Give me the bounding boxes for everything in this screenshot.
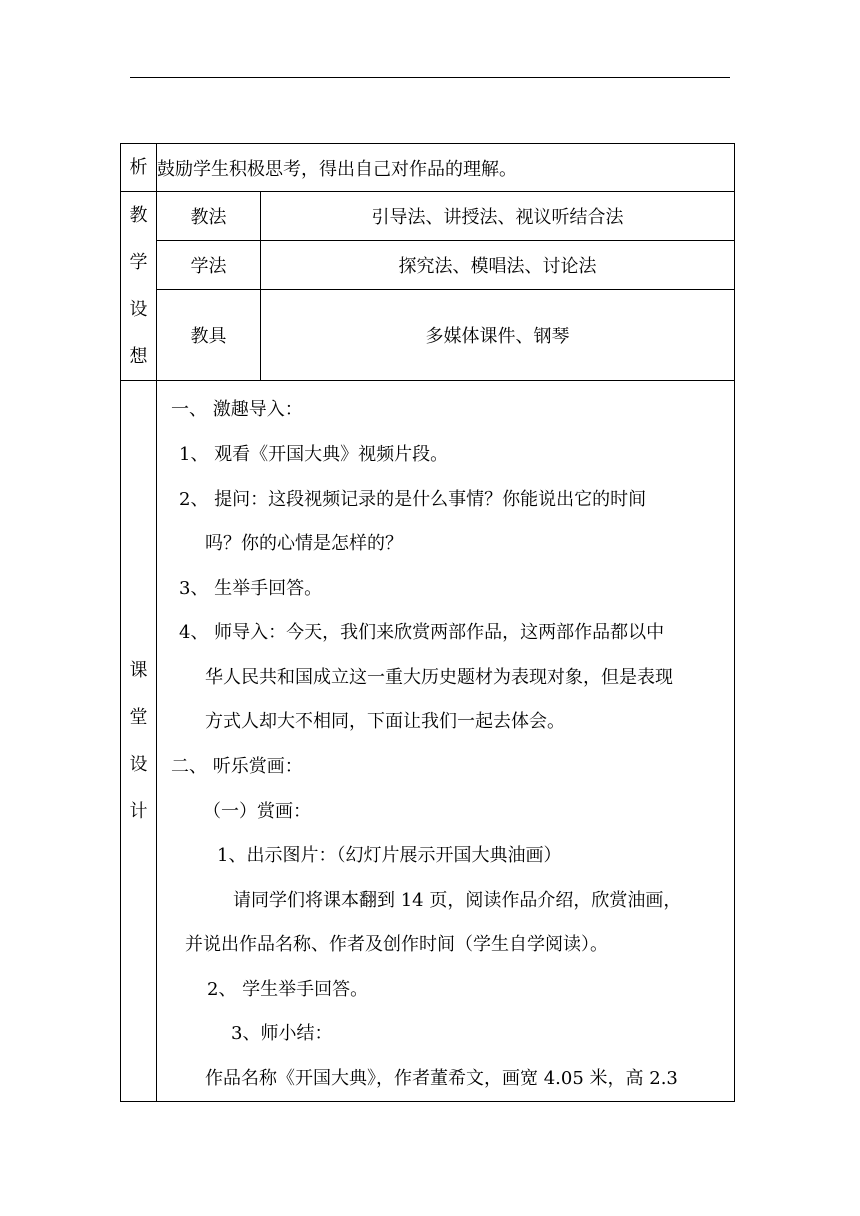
design-line: 4、 师导入：今天，我们来欣赏两部作品，这两部作品都以中 <box>179 622 665 643</box>
design-line: 1、出示图片：（幻灯片展示开国大典油画） <box>217 845 562 866</box>
header-rule <box>130 77 730 78</box>
design-line: 并说出作品名称、作者及创作时间（学生自学阅读）。 <box>185 934 608 955</box>
analysis-label: 析 <box>121 144 157 192</box>
design-line: （一）赏画： <box>203 801 311 822</box>
plan-label-teaching-method: 教法 <box>157 192 261 241</box>
plan-value-teaching-tools: 多媒体课件、钢琴 <box>261 289 735 380</box>
plan-row-learning <box>121 241 735 289</box>
design-line: 1、 观看《开国大典》视频片段。 <box>179 444 449 465</box>
plan-label-learning-method: 学法 <box>157 241 261 289</box>
plan-row-method <box>121 192 735 241</box>
design-line: 吗？你的心情是怎样的？ <box>205 533 403 554</box>
design-line: 3、师小结： <box>231 1023 333 1044</box>
design-line: 一、 激趣导入： <box>171 399 303 420</box>
plan-value-teaching-method: 引导法、讲授法、视议听结合法 <box>261 192 735 241</box>
design-line: 方式人却大不相同，下面让我们一起去体会。 <box>205 711 565 732</box>
design-line: 请同学们将课本翻到 14 页，阅读作品介绍，欣赏油画， <box>233 890 682 911</box>
design-line: 二、 听乐赏画： <box>171 756 303 777</box>
design-line: 2、 学生举手回答。 <box>207 979 369 1000</box>
design-line: 2、 提问：这段视频记录的是什么事情？你能说出它的时间 <box>179 489 647 510</box>
classroom-design-side-label: 课 堂 设 计 <box>121 381 157 1102</box>
analysis-text: 鼓励学生积极思考，得出自己对作品的理解。 <box>157 144 735 192</box>
design-line: 作品名称《开国大典》，作者董希文，画宽 4.05 米，高 2.3 <box>205 1068 678 1089</box>
design-line: 华人民共和国成立这一重大历史题材为表现对象，但是表现 <box>205 667 673 688</box>
teaching-plan-side-label: 教 学 设 想 <box>121 192 157 381</box>
classroom-design-row <box>121 381 735 1102</box>
plan-row-tools <box>121 289 735 380</box>
lesson-plan-table <box>120 143 735 1102</box>
classroom-design-content <box>157 381 735 1102</box>
analysis-row <box>121 144 735 192</box>
plan-label-teaching-tools: 教具 <box>157 289 261 380</box>
plan-value-learning-method: 探究法、模唱法、讨论法 <box>261 241 735 289</box>
design-line: 3、 生举手回答。 <box>179 578 323 599</box>
